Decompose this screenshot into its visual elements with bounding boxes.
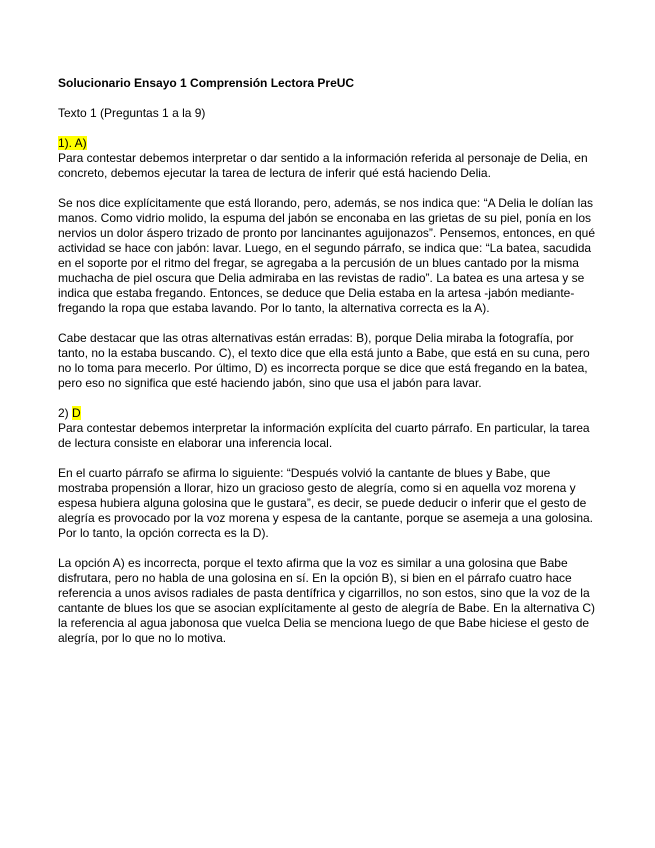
document-title: Solucionario Ensayo 1 Comprensión Lectora PreUC xyxy=(58,76,355,90)
document-page xyxy=(58,76,598,661)
document-subtitle: Texto 1 (Preguntas 1 a la 9) xyxy=(58,106,206,120)
question-2-section xyxy=(58,406,598,646)
question-1-paragraph-2: Se nos dice explícitamente que está llorando, pero, además, se nos indica que: “A Delia le dolían las manos. Como vidrio molido, la espuma del jabón se enconaba en las grietas de su piel, ponía en los nervios un dolor áspero trizado de pronto por lancinantes aguijonazos”. Pensemos, entonces, en qué actividad se hace con jabón: lavar. Luego, en el segundo párrafo, se indica que: “La batea, sacudida en el soporte por el ritmo del fregar, se agregaba a la percusión de un blues cantado por la misma muchacha de piel oscura que Delia admiraba en las revistas de radio”. La batea es una artesa y se indica que estaba fregando. Entonces, se deduce que Delia estaba en la artesa -jabón mediante- fregando la ropa que estaba lavando. Por lo tanto, la alternativa correcta es la A). xyxy=(58,196,596,315)
question-1-paragraph-3: Cabe destacar que las otras alternativas están erradas: B), porque Delia miraba la fotografía, por tanto, no la estaba buscando. C), el texto dice que ella está junto a Babe, que está en su cuna, pero no lo toma para mecerlo. Por último, D) es incorrecta porque se dice que está fregando en la batea, pero eso no significa que esté haciendo jabón, sino que usa el jabón para lavar. xyxy=(58,331,590,390)
question-2-paragraph-1: Para contestar debemos interpretar la información explícita del cuarto párrafo. En particular, la tarea de lectura consiste en elaborar una inferencia local. xyxy=(58,421,590,450)
question-2-answer-highlight: D xyxy=(72,406,81,420)
question-1-paragraph-1: Para contestar debemos interpretar o dar sentido a la información referida al personaje de Delia, en concreto, debemos ejecutar la tarea de lectura de inferir qué está haciendo Delia. xyxy=(58,151,588,180)
question-2-number: 2) xyxy=(58,406,69,420)
question-1-section xyxy=(58,136,598,391)
question-2-label xyxy=(58,406,598,421)
question-1-label xyxy=(58,136,598,151)
question-2-paragraph-2: En el cuarto párrafo se afirma lo siguiente: “Después volvió la cantante de blues y Babe, que mostraba propensión a llorar, hizo un gracioso gesto de alegría, como si en aquella voz morena y espesa hubiera alguna golosina que le gustara”, es decir, se puede deducir o inferir que el gesto de alegría es provocado por la voz morena y espesa de la cantante, porque se asemeja a una golosina. Por lo tanto, la opción correcta es la D). xyxy=(58,466,594,540)
question-2-paragraph-3: La opción A) es incorrecta, porque el texto afirma que la voz es similar a una golosina que Babe disfrutara, pero no habla de una golosina en sí. En la opción B), si bien en el párrafo cuatro hace referencia a unos avisos radiales de pasta dentífrica y cigarrillos, no son estos, sino que la voz de la cantante de blues los que se asocian explícitamente al gesto de alegría de Babe. En la alternativa C) la referencia al agua jabonosa que vuelca Delia se menciona luego de que Babe hiciese el gesto de alegría, por lo que no lo motiva. xyxy=(58,556,596,645)
question-1-answer-highlight: 1). A) xyxy=(58,136,87,150)
